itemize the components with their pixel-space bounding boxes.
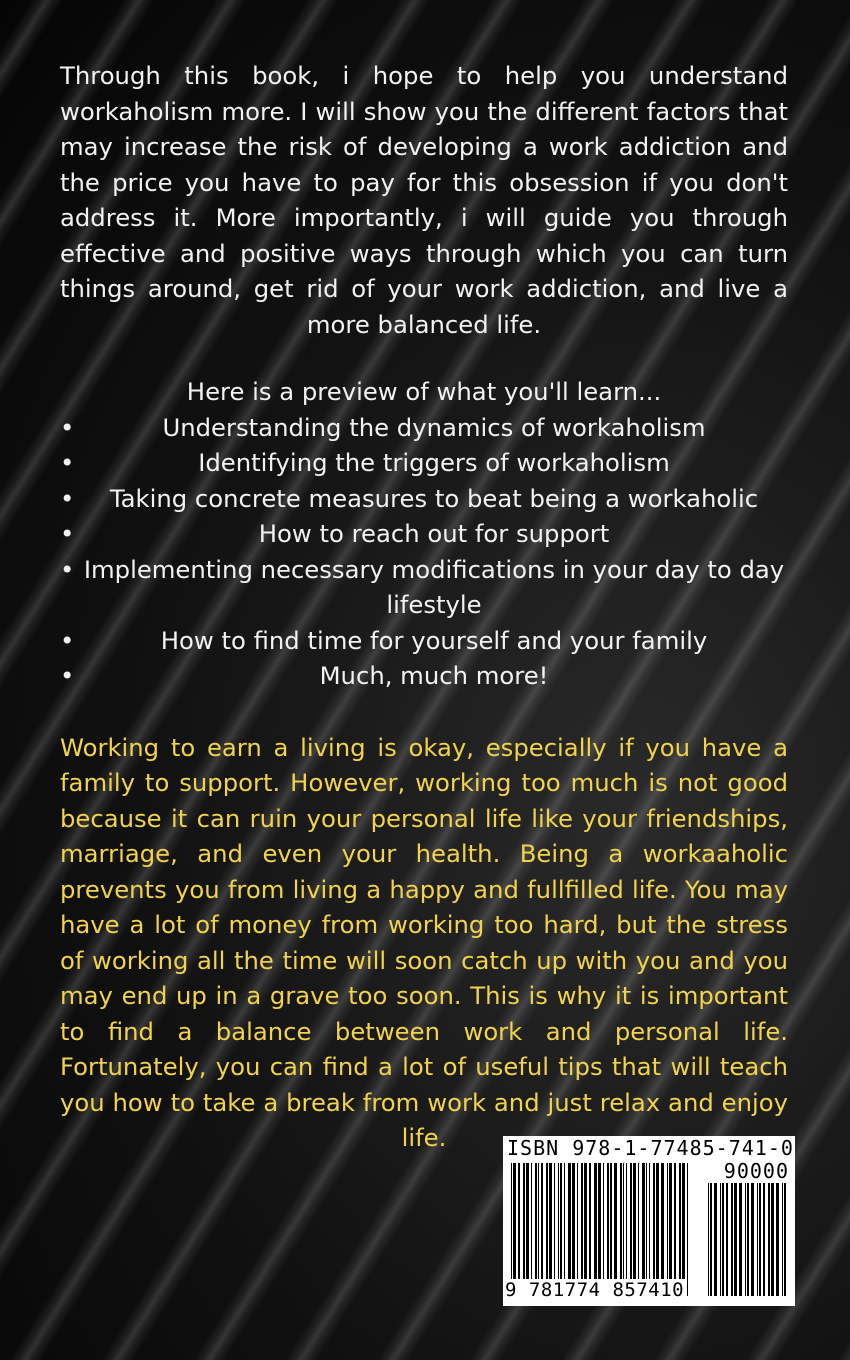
preview-section bbox=[60, 374, 788, 694]
list-item-text: Much, much more! bbox=[319, 661, 549, 690]
list-item bbox=[60, 552, 788, 623]
isbn-barcode bbox=[503, 1136, 795, 1306]
list-item bbox=[60, 481, 788, 517]
price-code: 90000 bbox=[723, 1159, 789, 1183]
list-item bbox=[60, 410, 788, 446]
isbn-label: ISBN 978-1-77485-741-0 bbox=[507, 1136, 794, 1160]
bullet-icon: • bbox=[60, 412, 75, 442]
list-item-text: Implementing necessary modifications in your day to day lifestyle bbox=[83, 554, 785, 619]
bullet-icon: • bbox=[60, 519, 75, 548]
preview-heading: Here is a preview of what you'll learn... bbox=[186, 377, 662, 406]
list-item bbox=[60, 623, 788, 659]
list-item-text: Taking concrete measures to beat being a workaholic bbox=[109, 483, 759, 513]
list-item-text: Understanding the dynamics of workaholism bbox=[162, 412, 706, 442]
intro-paragraph: Through this book, i hope to help you understand workaholism more. I will show you the different factors that may increase the risk of developing a work addiction and the price you have to pay for this obsession if you don't address it. More importantly, i will guide you through effective and positive ways through which you can turn things around, get rid of your work addiction, and live a more balanced life. bbox=[60, 61, 788, 339]
list-item bbox=[60, 445, 788, 481]
barcode-digits: 9 781774 857410 bbox=[505, 1279, 685, 1301]
list-item bbox=[60, 516, 788, 552]
list-item bbox=[60, 658, 788, 694]
bullet-icon: • bbox=[60, 483, 75, 513]
list-item-text: How to find time for yourself and your family bbox=[160, 625, 708, 655]
bullet-icon: • bbox=[60, 661, 75, 690]
back-cover-text bbox=[60, 58, 788, 1156]
preview-list bbox=[60, 410, 788, 694]
list-item-text: How to reach out for support bbox=[258, 519, 610, 548]
barcode-bars bbox=[511, 1163, 693, 1296]
addon-barcode-bars bbox=[708, 1183, 790, 1296]
list-item-text: Identifying the triggers of workaholism bbox=[198, 448, 670, 477]
bullet-icon: • bbox=[60, 625, 75, 655]
bullet-icon: • bbox=[60, 448, 75, 477]
blurb-paragraph: Working to earn a living is okay, especially if you have a family to support. However, working too much is not good because it can ruin your personal life like your friendships, marriage, and even your health. Being a workaaholic prevents you from living a happy and fullfilled life. You may have a lot of money from working too hard, but the stress of working all the time will soon catch up with you and you may end up in a grave too soon. This is why it is important to find a balance between work and personal life. Fortunately, you can find a lot of useful tips that will teach you how to take a break from work and just relax and enjoy life. bbox=[60, 732, 788, 1152]
bullet-icon: • bbox=[60, 554, 75, 584]
